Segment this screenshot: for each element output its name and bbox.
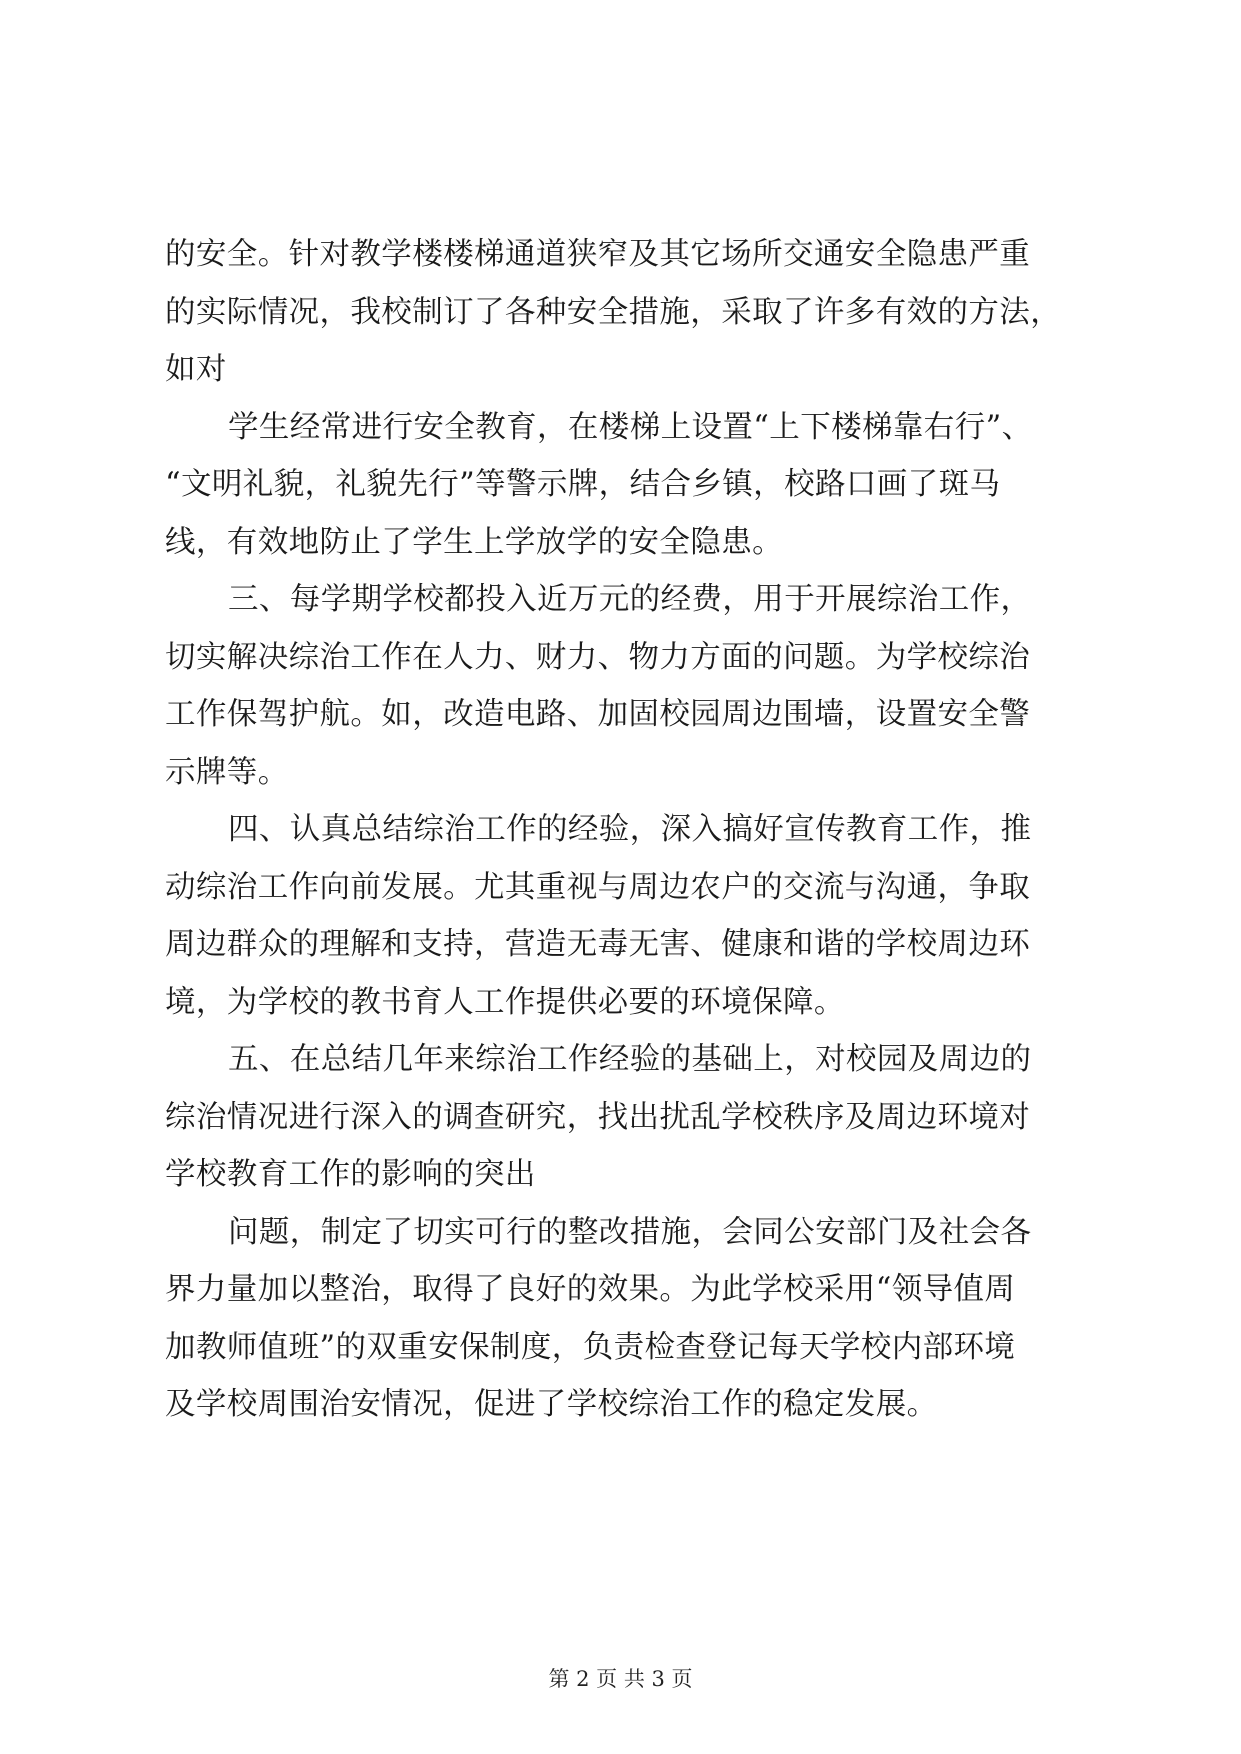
text-line: 示牌等。 [165,754,289,790]
text-line: 三、每学期学校都投入近万元的经费，用于开展综治工作， [228,582,1032,617]
document-body [165,226,1090,1434]
text-line: 学生经常进行安全教育，在楼梯上设置“上下楼梯靠右行”、 [228,409,1033,445]
text-line: 问题，制定了切实可行的整改措施，会同公安部门及社会各 [228,1214,1032,1250]
text-line: 的安全。针对教学楼楼梯通道狭窄及其它场所交通安全隐患严重 [165,237,1031,272]
text-line: 线，有效地防止了学生上学放学的安全隐患。 [165,524,783,560]
text-line: 加教师值班”的双重安保制度，负责检查登记每天学校内部环境 [165,1329,1016,1365]
text-line: 学校教育工作的影响的突出 [165,1157,536,1192]
text-line: 四、认真总结综治工作的经验，深入搞好宣传教育工作，推 [228,812,1032,847]
text-line: 动综治工作向前发展。尤其重视与周边农户的交流与沟通，争取 [165,869,1031,905]
text-line: 综治情况进行深入的调查研究，找出扰乱学校秩序及周边环境对 [165,1099,1031,1135]
text-line: 的实际情况，我校制订了各种安全措施，采取了许多有效的方法， [165,294,1062,330]
text-line: “文明礼貌，礼貌先行”等警示牌，结合乡镇，校路口画了斑马 [165,467,1001,502]
page-footer: 第 2 页 共 3 页 [548,1667,693,1691]
text-line: 周边群众的理解和支持，营造无毒无害、健康和谐的学校周边环 [165,927,1031,962]
text-line: 及学校周围治安情况，促进了学校综治工作的稳定发展。 [165,1387,938,1422]
text-line: 五、在总结几年来综治工作经验的基础上，对校园及周边的 [228,1042,1032,1077]
text-line: 工作保驾护航。如，改造电路、加固校园周边围墙，设置安全警 [165,697,1031,732]
text-line: 境，为学校的教书育人工作提供必要的环境保障。 [165,984,845,1020]
text-line: 如对 [165,352,227,387]
text-line: 切实解决综治工作在人力、财力、物力方面的问题。为学校综治 [165,639,1031,675]
text-line: 界力量加以整治，取得了良好的效果。为此学校采用“领导值周 [165,1272,1016,1307]
